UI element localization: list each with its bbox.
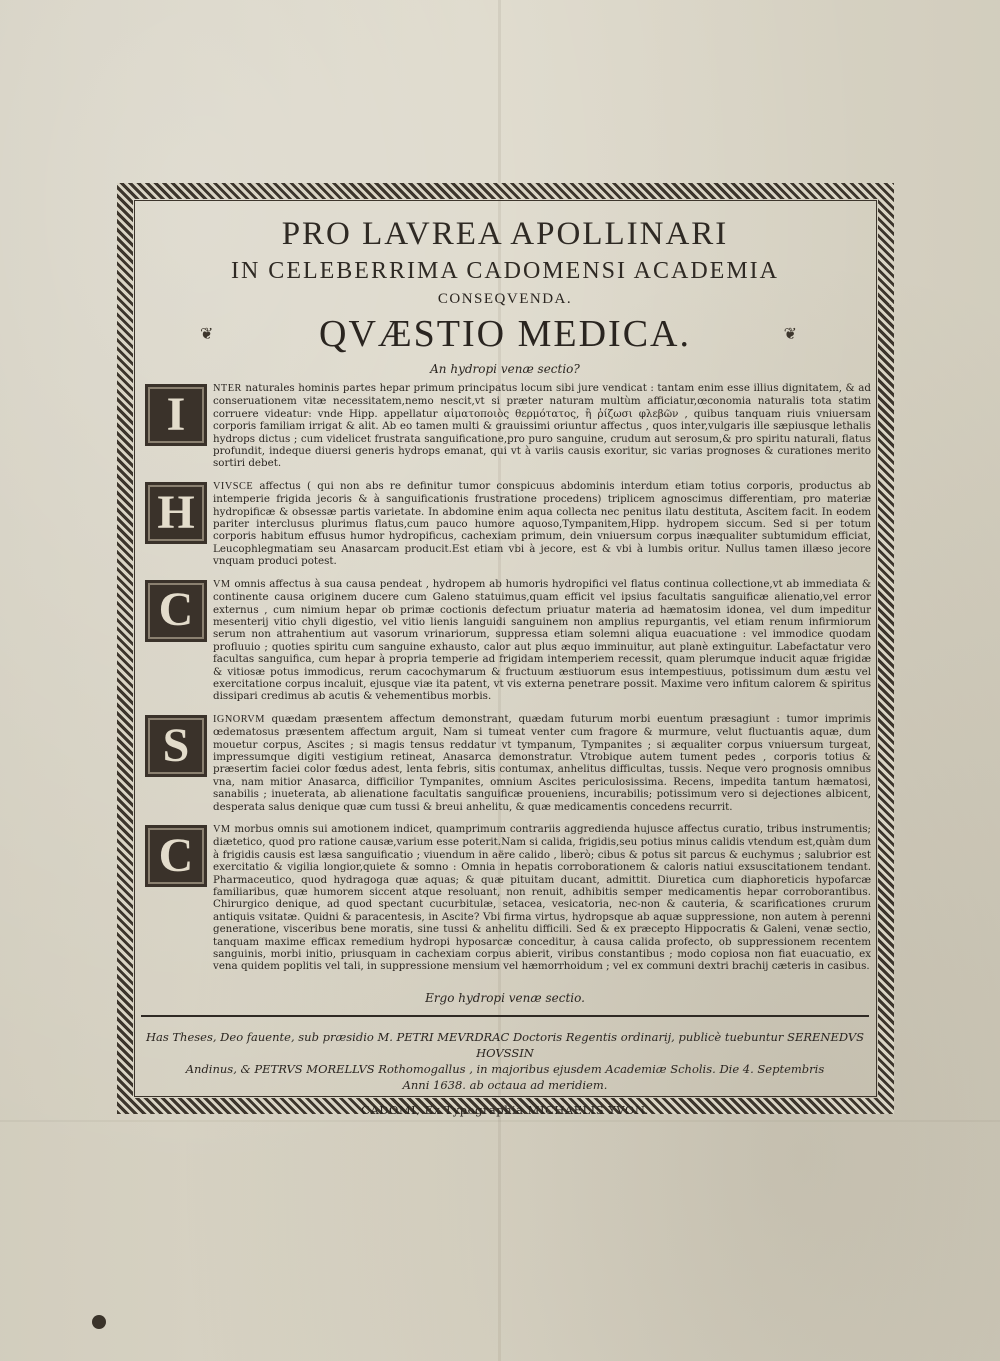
paragraph-3 bbox=[135, 578, 875, 703]
paragraph-4 bbox=[135, 713, 875, 813]
paragraph-5 bbox=[135, 823, 875, 973]
paragraph-2 bbox=[135, 480, 875, 568]
title-line-3: CONSEQVENDA. bbox=[437, 291, 573, 307]
ink-stain bbox=[92, 1315, 106, 1329]
theses-line-3: Anni 1638. ab octaua ad meridiem. bbox=[402, 1077, 608, 1092]
paragraph-1 bbox=[135, 382, 875, 470]
paragraph-text: quædam præsentem affectum demonstrant, quædam futurum morbi euentum præsagiunt : tumor imprimis œdematosus præsentem affectum arguit, Nam si tumeat venter cum fragore & murmure, velut fluctuantis aquæ, dum mouetur corpus, Ascites ; si magis tensus reddatur vt tympanum, Tympanites ; si æqualiter corpus vniuersum turgeat, impressumque digiti vestigium retineat, Anasarca demonstratur. Vtrobique autem tument pedes , corporis totius & præsertim faciei color fœdus adest, lenta febris, sitis contumax, anhelitus difficultas, tussis. Neque vero prognosis omnibus vna, nam mitior Anasarca, difficilior Tympanites, omnium Ascites periculosissima. Recens, impedita tantum hæmatosi, sanabilis ; inueterata, ab alienatione facultatis sanguificæ proueniens, incurabilis; potissimum vero si dejectiones albicent, desperata salus denique quæ cum tussi & breui anhelitu, & quæ medicamentis concedens recurrit. bbox=[213, 712, 871, 813]
paragraph-text: omnis affectus à sua causa pendeat , hydropem ab humoris hydropifici vel flatus continua collectione,vt ab immediata & continente causa originem ducere cum Galeno statuimus,quam efficit vel ipsius facultatis sanguificæ alienatio,vel error externus , cum nimium hepar ob primæ coctionis defectum priuatur materia ad hæmatosim idonea, vel dum impeditur mesenterij vitio chyli digestio, vel vitio lienis languidi sanguinem non amplius repurgantis, vel etiam renum infirmiorum serum non attrahentium aut vasorum vrinariorum, suppressa etiam solemni aliqua euacuatione : vel immodice quodam profluuio ; quoties spiritu cum sanguine exhausto, calor aut plus æquo imminuitur, aut planè extinguitur. Labefactatur vero facultas sanguifica, cum hepar à propria temperie ad frigidam intemperiem recessit, quam plerumque inducit aquæ frigidæ & vitiosæ potus immodicus, rerum cacochymarum & fructuum æstiuorum esus intempestiuus, potissimum dum æstu vel exercitatione corpus incaluit, ejusque viæ ita patent, vt vis externa penetrare possit. Maxime vero infitum calorem & spiritus dissipari credimus ab acutis & vehementibus morbis. bbox=[213, 577, 871, 703]
theses-line-1: Has Theses, Deo fauente, sub præsidio M. PETRI MEVRDRAC Doctoris Regentis ordinarij, publicè tuebuntur SERENEDVS HOVSSIN bbox=[145, 1029, 865, 1060]
paragraph-text: morbus omnis sui amotionem indicet, quamprimum contrariis aggredienda hujusce affectus curatio, tribus instrumentis; diætetico, quod pro ratione causæ,varium esse poterit.Nam si calida, frigidis,seu potius minus calidis vtendum est,quàm dum à frigidis causis est læsa sanguificatio ; viuendum in aëre calido , liberò; cibus & potus sit parcus & euchymus ; salubrior est exercitatio & vigilia longior,quiete & somno : Omnia in hepatis corroborationem & caloris natiui exsuscitationem tendant. Pharmaceutico, quod hydragoga quæ aquas; & quæ pituitam ducant, admittit. Diuretica cum diaphoreticis hypofarcæ familiaribus, quæ humorem siccent atque resoluant, non renuit, adhibitis semper medicamentis hepar corroborantibus. Chirurgico denique, ad quod spectant cucurbitulæ, setacea, vesicatoria, nec-non & cauteria, & scarificationes crurum antiquis vsitatæ. Quidni & paracentesis, in Ascite? Vbi firma virtus, hydropsque ab aquæ suppressione, non autem à perenni generatione, visceribus bene moratis, sine tussi & anhelitu difficili. Sed & ex præcepto Hippocratis & Galeni, venæ sectio, tanquam maxime efficax remedium hydropi hyposarcæ conceditur, à causa calida profecto, ob suppressionem recentem sanguinis, morbi initio, priusquam in cachexiam corpus abierit, viribus constantibus ; modo copiosa non fiat euacuatio, ex vena quidem poplitis vel tali, in suppressione mensium vel hæmorrhoidum ; vel ex communi dextri brachij cæteris in casibus. bbox=[213, 823, 871, 973]
title-line-1: PRO LAVREA APOLLINARI bbox=[281, 216, 729, 252]
paper-fold-horizontal bbox=[0, 1120, 1000, 1122]
paragraph-body bbox=[213, 713, 875, 813]
decorated-initial-icon: C bbox=[145, 580, 207, 642]
title-line-4: QVÆSTIO MEDICA. bbox=[319, 313, 691, 355]
title-row bbox=[135, 310, 875, 358]
horizontal-rule bbox=[141, 1015, 869, 1017]
paragraph-body bbox=[213, 480, 875, 568]
broadside-content bbox=[135, 210, 875, 1117]
decorated-initial-icon: S bbox=[145, 715, 207, 777]
theses-line-2: Andinus, & PETRVS MORELLVS Rothomogallus , in majoribus ejusdem Academiæ Scholis. Die 4. Septembris bbox=[185, 1061, 825, 1076]
paragraph-lead: VIVSCE bbox=[213, 480, 254, 492]
paragraph-lead: NTER bbox=[213, 383, 242, 394]
paragraph-lead: IGNORVM bbox=[213, 713, 265, 725]
paragraph-text: naturales hominis partes hepar primum principatus locum sibi jure vendicat : tantam enim esse illius dignitatem, & ad conseruationem vitæ necessitatem,nemo nescit,vt si præter naturam multùm afficiatur,œconomia naturalis tota statim corruere videatur: vnde Hipp. appellatur αἱματοποιὸς θερμότατος, ἢ ῥίζωσι φλεβῶν , quibus tanquam riuis vniuersam corporis familiam irrigat & alit. Ab eo tamen multi & grauissimi oriuntur affectus , quos inter,vulgaris ille sæpiusque lethalis hydrops dictus ; cum videlicet frustrata sanguificatione,pro puro sanguine, crudum aut serosum,& pro spiritu naturali, flatus profundit, indeque diuersi generis hydrops emanat, qui vt à variis causis exoritur, sic varias prognoses & curationes merito sortiri debet. bbox=[213, 382, 871, 470]
fleuron-left-icon: ❦ bbox=[200, 324, 214, 343]
theses-statement bbox=[135, 1029, 875, 1093]
conclusion: Ergo hydropi venæ sectio. bbox=[425, 990, 585, 1005]
decorated-initial-icon: H bbox=[145, 482, 207, 544]
paragraph-text: affectus ( qui non abs re definitur tumor conspicuus abdominis interdum etiam totius corporis, productus ab intemperie frigida jecoris & à sanguificationis frustratione procedens) triplicem agnoscimus differentiam, pro materiæ hydropificæ & obsessæ partis varietate. In abdomine enim aqua collecta nec penitus ilatu destituta, Ascitem facit. In eodem pariter interclusus plurimus flatus,cum pauco humore aquoso,Tympanitem,Hipp. hydropem siccum. Sed si per totum corporis habitum effusus humor hydropificus, cachexiam primum, dein vniuersum corpus inæqualiter subtumidum efficiat, Leucophlegmatiam seu Anasarcam producit.Est etiam vbi à jecore, est & vbi à lumbis oritur. Nullus tamen illæso jecore vnquam produci potest. bbox=[213, 479, 871, 568]
paragraph-lead: VM bbox=[213, 578, 231, 590]
paragraph-body bbox=[213, 382, 875, 470]
printer-imprint: CADOMI, Ex Typographia MICHAELIS YVON. bbox=[361, 1102, 649, 1117]
fleuron-right-icon: ❦ bbox=[783, 324, 797, 343]
question-heading: An hydropi venæ sectio? bbox=[430, 362, 580, 376]
paragraph-body bbox=[213, 578, 875, 703]
paragraph-body bbox=[213, 823, 875, 973]
title-line-2: IN CELEBERRIMA CADOMENSI ACADEMIA bbox=[230, 258, 779, 284]
decorated-initial-icon: I bbox=[145, 384, 207, 446]
decorated-initial-icon: C bbox=[145, 825, 207, 887]
paragraph-lead: VM bbox=[213, 824, 231, 835]
